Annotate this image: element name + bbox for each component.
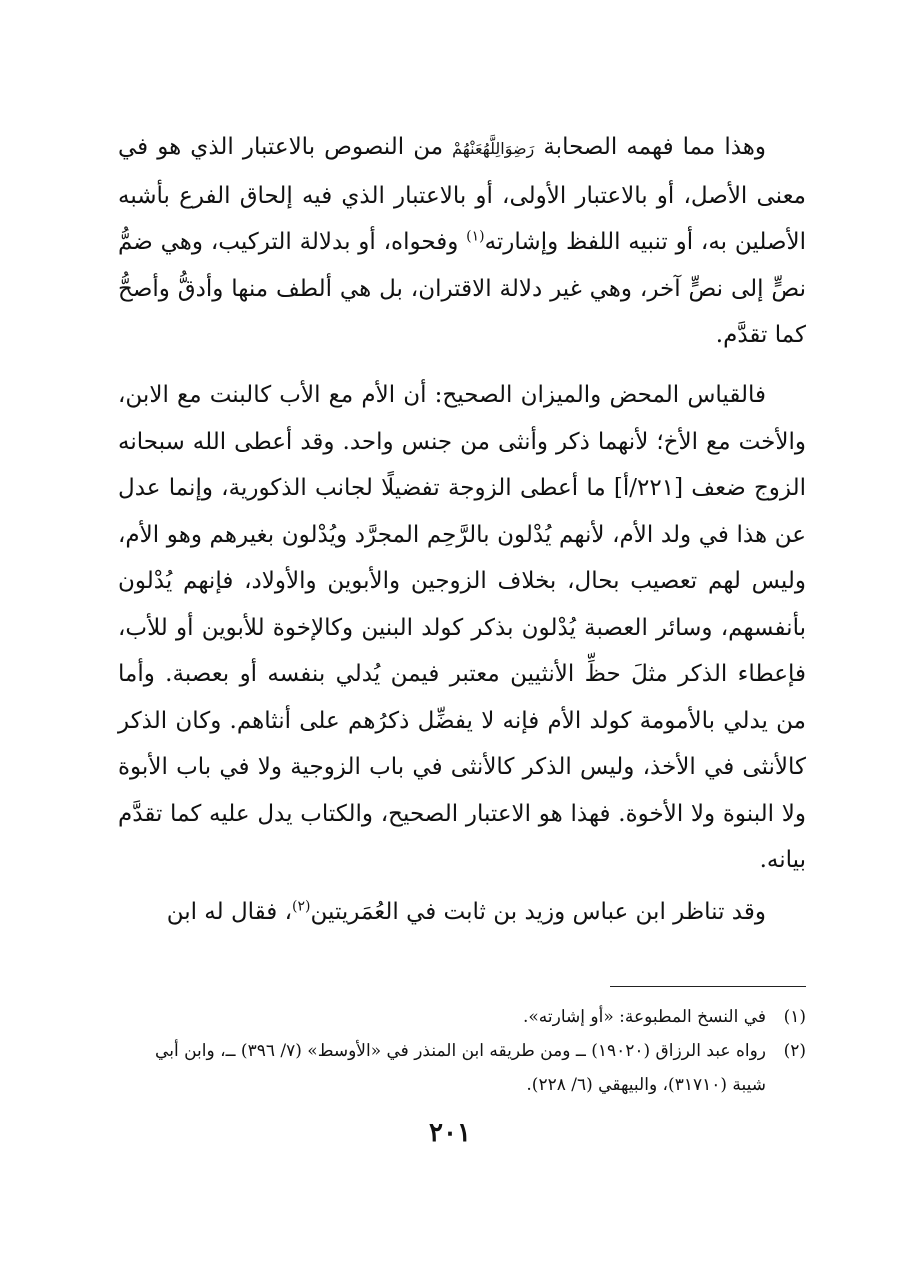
paragraph-3-tail: ، فقال له ابن — [166, 899, 293, 925]
paragraph-1 — [118, 124, 806, 359]
paragraph-1-tail: وفحواه، أو بدلالة التركيب، وهي ضمُّ نصٍّ إلى نصٍّ آخر، وهي غير دلالة الاقتران، بل هي ألطف منها وأدقُّ وأصحُّ كما تقدَّم. — [118, 229, 806, 348]
paragraph-3-lead: وقد تناظر ابن عباس وزيد بن ثابت في العُمَريتين — [310, 899, 766, 925]
page-number: ٢٠١ — [429, 1118, 471, 1148]
footnote-1-text: في النسخ المطبوعة: «أو إشارته». — [523, 1007, 766, 1027]
footnote-ref-2: (٢) — [292, 898, 311, 915]
footnote-2 — [118, 1034, 806, 1102]
footnote-2-number: (٢) — [783, 1041, 806, 1061]
footnote-1 — [118, 1000, 806, 1034]
paragraph-3 — [118, 889, 806, 936]
paragraph-1-lead: وهذا مما فهمه الصحابة — [543, 134, 767, 160]
paragraph-2: فالقياس المحض والميزان الصحيح: أن الأم مع الأب كالبنت مع الابن، والأخت مع الأخ؛ لأنهما ذكر وأنثى من جنس واحد. وقد أعطى الله سبحانه الزوج ضعف [٢٢١/أ] ما أعطى الزوجة تفضيلًا لجانب الذكورية، وإنما عدل عن هذا في ولد الأم، لأنهم يُدْلون بالرَّحِم المجرَّد ويُدْلون بغيرهم وهو الأم، وليس لهم تعصيب بحال، بخلاف الزوجين والأبوين والأولاد، فإنهم يُدْلون بأنفسهم، وسائر العصبة يُدْلون بذكر كولد البنين وكالإخوة للأبوين أو للأب، فإعطاء الذكر مثلَ حظِّ الأنثيين معتبر فيمن يُدلي بنفسه أو بعصبة. وأما من يدلي بالأمومة كولد الأم فإنه لا يفضِّل ذكرُهم على أنثاهم. وكان الذكر كالأنثى في الأخذ، وليس الذكر كالأنثى في باب الزوجية ولا في باب الأبوة ولا البنوة ولا الأخوة. فهذا هو الاعتبار الصحيح، والكتاب يدل عليه كما تقدَّم بيانه. — [118, 382, 807, 873]
paragraph-1-body: من النصوص بالاعتبار الذي هو في معنى الأصل، أو بالاعتبار الأولى، أو بالاعتبار الذي فيه إلحاق الفرع بأشبه الأصلين به، أو تنبيه اللفظ وإشارته — [118, 134, 806, 255]
footnote-2-text: رواه عبد الرزاق (١٩٠٢٠) ــ ومن طريقه ابن المنذر في «الأوسط» (٧/ ٣٩٦) ــ، وابن أبي شيبة (٣١٧١٠)، والبيهقي (٦/ ٢٢٨). — [155, 1041, 766, 1095]
footnote-ref-1: (١) — [466, 228, 485, 245]
main-text-2 — [118, 372, 806, 884]
main-text — [118, 124, 806, 359]
main-text-3 — [118, 889, 806, 936]
footnote-1-number: (١) — [783, 1007, 806, 1027]
footnotes — [118, 1000, 806, 1102]
honorific-glyph: رَضِوَالِلَّهُعَنْهُمْ — [452, 139, 535, 158]
footnote-separator — [610, 986, 806, 987]
